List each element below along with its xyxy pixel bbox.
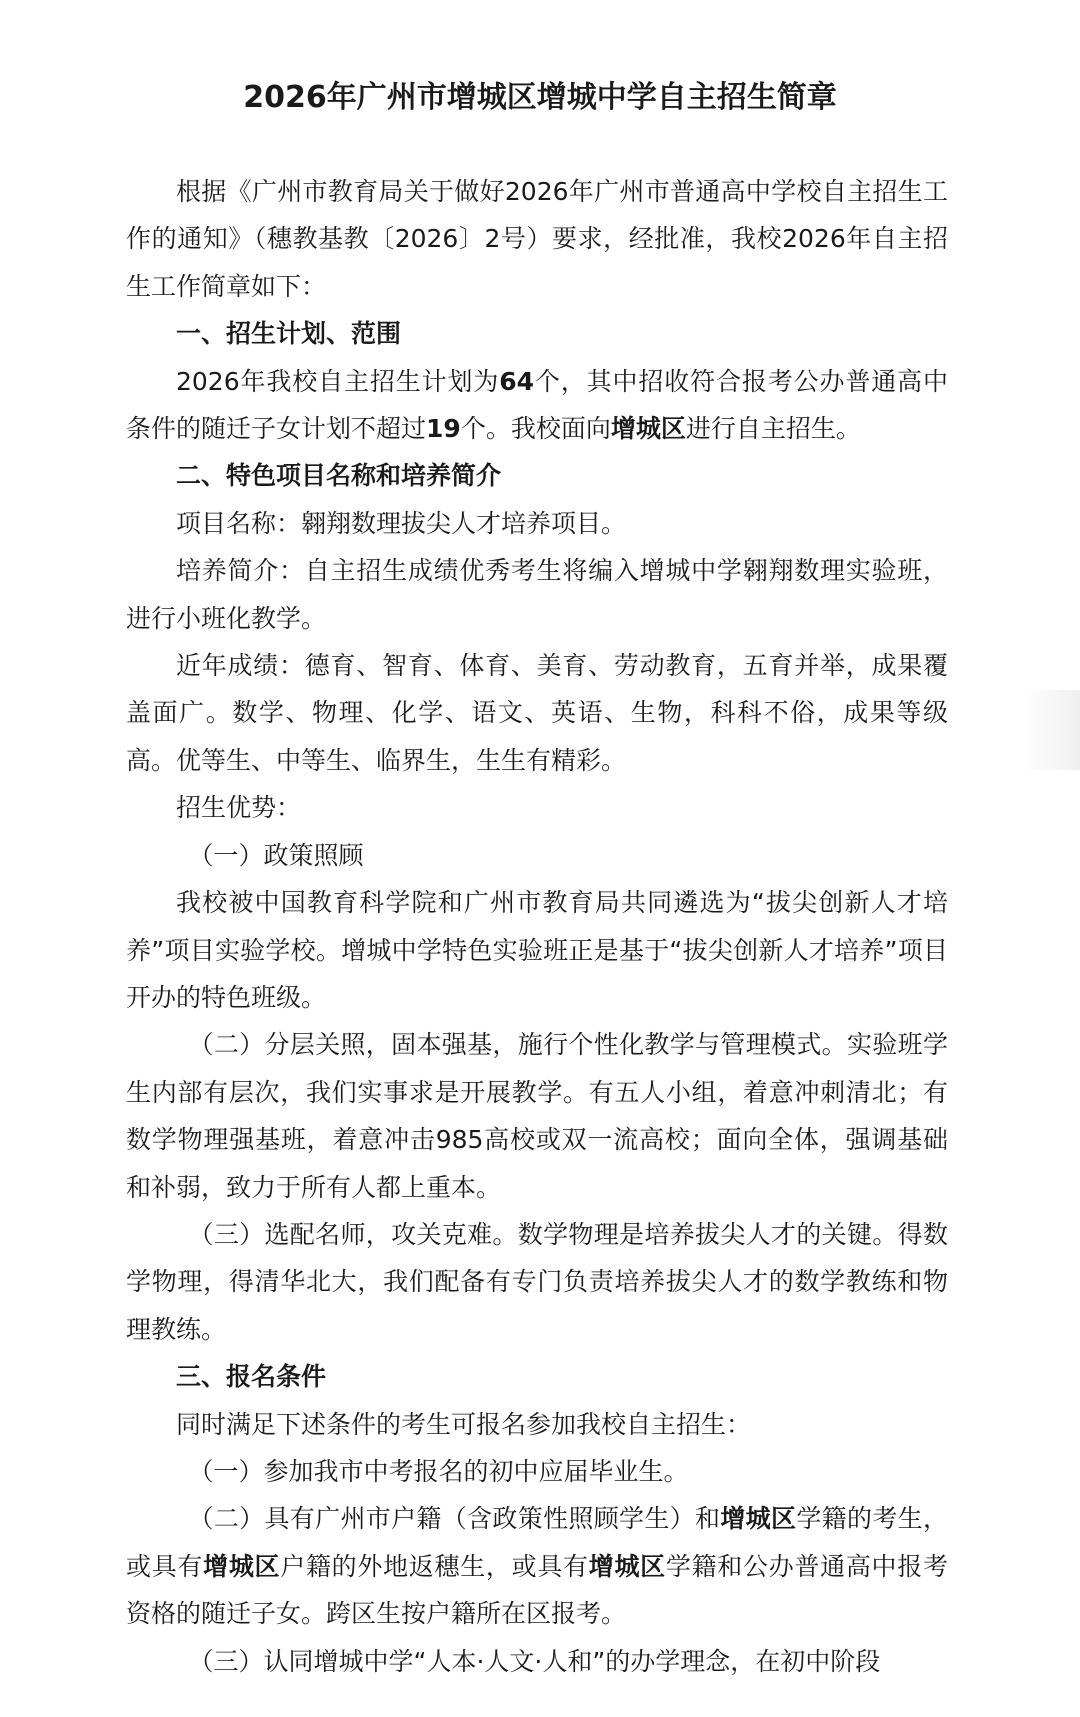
condition2-text-c: 学籍的考生，或具有 bbox=[126, 1504, 948, 1581]
section1-text-a: 2026年我校自主招生计划为 bbox=[176, 366, 500, 396]
district-name: 增城区 bbox=[610, 414, 686, 444]
condition2-text-e: 户籍的外地返穗生，或具有 bbox=[280, 1551, 589, 1581]
condition3: （三）认同增城中学“人本·人文·人和”的办学理念，在初中阶段 bbox=[188, 1646, 881, 1676]
district-name: 增城区 bbox=[720, 1504, 797, 1534]
document-title: 2026年广州市增城区增城中学自主招生简章 bbox=[243, 80, 837, 115]
achievements-paragraph: 近年成绩：德育、智育、体育、美育、劳动教育，五育并举，成果覆盖面广。数学、物理、化学、语文、英语、生物，科科不俗，成果等级高。优等生、中等生、临界生，生生有精彩。 bbox=[126, 651, 948, 775]
document-body bbox=[126, 168, 948, 1685]
edge-glare bbox=[1020, 690, 1080, 770]
section3-lead: 同时满足下述条件的考生可报名参加我校自主招生： bbox=[176, 1409, 752, 1439]
district-name: 增城区 bbox=[588, 1551, 666, 1581]
enrollment-quota: 64 bbox=[499, 366, 535, 396]
advantages-label: 招生优势： bbox=[176, 793, 302, 823]
project-name-paragraph: 项目名称：翱翔数理拔尖人才培养项目。 bbox=[176, 508, 627, 538]
section3-heading: 三、报名条件 bbox=[176, 1362, 327, 1392]
advantage1-body: 我校被中国教育科学院和广州市教育局共同遴选为“拔尖创新人才培养”项目实验学校。增城中学特色实验班正是基于“拔尖创新人才培养”项目开办的特色班级。 bbox=[126, 888, 948, 1012]
migrant-quota: 19 bbox=[426, 414, 461, 444]
section1-text-c: 个。我校面向 bbox=[460, 414, 611, 444]
condition2-text-g: 学籍和公办普通高中报考资格的随迁子女。跨区生按户籍所在区报考。 bbox=[126, 1551, 948, 1629]
intro-paragraph: 根据《广州市教育局关于做好2026年广州市普通高中学校自主招生工作的通知》（穗教基教〔2026〕2号）要求，经批准，我校2026年自主招生工作简章如下： bbox=[126, 177, 948, 301]
section1-text-b: 个，其中招收符合报考公办普通高中条件的随迁子女计划不超过 bbox=[126, 366, 948, 444]
district-name: 增城区 bbox=[203, 1551, 281, 1581]
advantage1-title: （一）政策照顾 bbox=[188, 840, 364, 870]
advantage3-paragraph: （三）选配名师，攻关克难。数学物理是培养拔尖人才的关键。得数学物理，得清华北大，我们配备有专门负责培养拔尖人才的数学教练和物理教练。 bbox=[126, 1219, 948, 1344]
section1-text-d: 进行自主招生。 bbox=[685, 414, 861, 444]
training-intro-paragraph: 培养简介：自主招生成绩优秀考生将编入增城中学翱翔数理实验班，进行小班化教学。 bbox=[126, 556, 948, 633]
section1-paragraph bbox=[126, 358, 948, 453]
section2-heading: 二、特色项目名称和培养简介 bbox=[176, 461, 502, 491]
section1-heading: 一、招生计划、范围 bbox=[176, 319, 402, 349]
condition2 bbox=[126, 1495, 948, 1637]
condition2-text-a: （二）具有广州市户籍（含政策性照顾学生）和 bbox=[188, 1504, 721, 1534]
condition1: （一）参加我市中考报名的初中应届毕业生。 bbox=[188, 1456, 689, 1486]
advantage2-paragraph: （二）分层关照，固本强基，施行个性化教学与管理模式。实验班学生内部有层次，我们实事求是开展教学。有五人小组，着意冲刺清北；有数学物理强基班，着意冲击985高校或双一流高校；面向全体，强调基础和补弱，致力于所有人都上重本。 bbox=[126, 1030, 948, 1202]
